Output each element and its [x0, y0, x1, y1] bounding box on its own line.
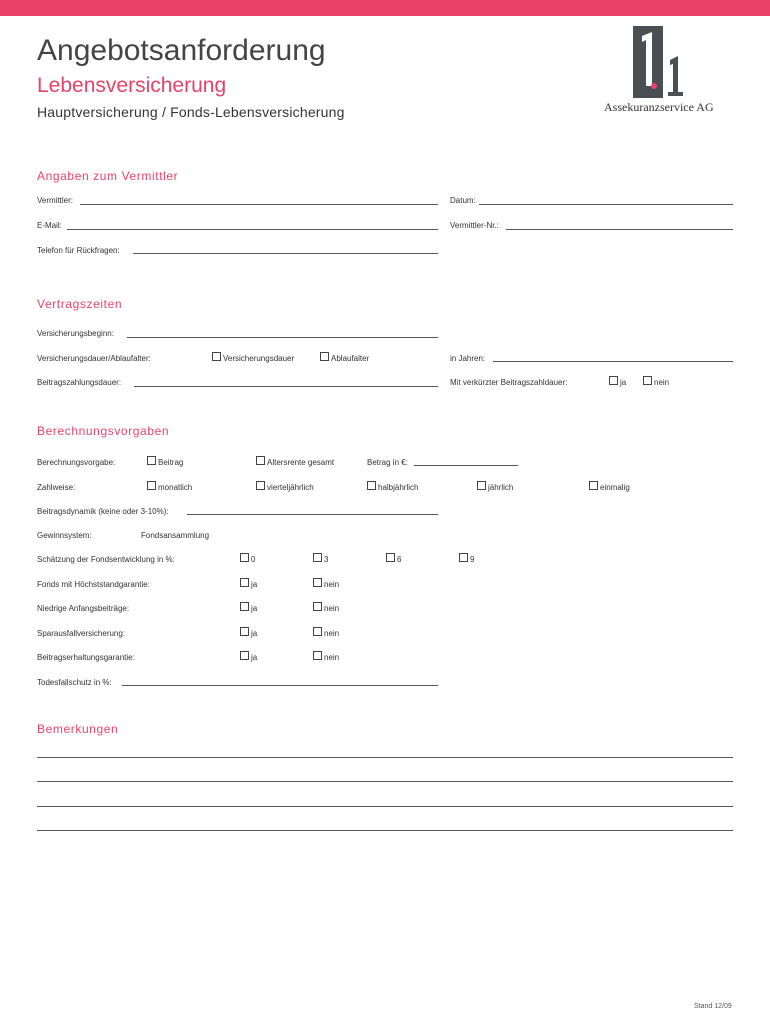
checkbox-erhaltung-ja[interactable] — [240, 651, 249, 660]
checkbox-beitrag[interactable] — [147, 456, 156, 465]
remarks-line-2[interactable] — [37, 781, 733, 782]
checkbox-jaehrlich[interactable] — [477, 481, 486, 490]
checkbox-label-monatlich: monatlich — [158, 483, 193, 492]
label-todesfallschutz: Todesfallschutz in %: — [37, 678, 112, 687]
section-title-bemerkungen: Bemerkungen — [37, 722, 119, 736]
checkbox-label-spar-ja: ja — [251, 629, 258, 638]
checkbox-label-altersrente: Altersrente gesamt — [267, 458, 335, 467]
page-title: Angebotsanforderung — [37, 34, 326, 67]
checkbox-vierteljaehrlich[interactable] — [256, 481, 265, 490]
checkbox-label-erhaltung-nein: nein — [324, 653, 340, 662]
checkbox-monatlich[interactable] — [147, 481, 156, 490]
section-title-vermittler: Angaben zum Vermittler — [37, 169, 179, 183]
section-title-berechnungsvorgaben: Berechnungsvorgaben — [37, 424, 170, 438]
label-beitragsdynamik: Beitragsdynamik (keine oder 3-10%): — [37, 507, 169, 516]
checkbox-label-ablaufalter: Ablaufalter — [331, 354, 370, 363]
checkbox-spar-nein[interactable] — [313, 627, 322, 636]
field-datum[interactable] — [479, 204, 733, 205]
field-versicherungsbeginn[interactable] — [127, 337, 438, 338]
checkbox-label-niedrig-nein: nein — [324, 604, 340, 613]
field-email[interactable] — [67, 229, 438, 230]
field-vermittler[interactable] — [80, 204, 438, 205]
field-in-jahren[interactable] — [493, 361, 733, 362]
value-gewinnsystem: Fondsansammlung — [141, 531, 210, 540]
label-zahlweise: Zahlweise: — [37, 483, 76, 492]
page-subtitle: Lebensversicherung — [37, 74, 227, 97]
checkbox-schaetzung-0[interactable] — [240, 553, 249, 562]
checkbox-label-hoechst-ja: ja — [251, 580, 258, 589]
remarks-line-1[interactable] — [37, 757, 733, 758]
checkbox-label-verkuerzt-nein: nein — [654, 378, 670, 387]
footer-stand: Stand 12/09 — [694, 1003, 732, 1010]
label-versicherungsbeginn: Versicherungsbeginn: — [37, 329, 114, 338]
checkbox-versicherungsdauer[interactable] — [212, 352, 221, 361]
checkbox-verkuerzt-ja[interactable] — [609, 376, 618, 385]
label-in-jahren: in Jahren: — [450, 354, 486, 363]
label-datum: Datum: — [450, 196, 476, 205]
checkbox-label-niedrig-ja: ja — [251, 604, 258, 613]
checkbox-hoechst-ja[interactable] — [240, 578, 249, 587]
checkbox-label-versicherungsdauer: Versicherungsdauer — [223, 354, 295, 363]
label-hoechststandgarantie: Fonds mit Höchststandgarantie: — [37, 580, 150, 589]
label-betrag: Betrag in €: — [367, 458, 408, 467]
checkbox-label-halbjaehrlich: halbjährlich — [378, 483, 419, 492]
remarks-line-3[interactable] — [37, 806, 733, 807]
company-name: Assekuranzservice AG — [604, 100, 714, 114]
checkbox-label-einmalig: einmalig — [600, 483, 630, 492]
checkbox-label-schaetzung-6: 6 — [397, 555, 402, 564]
checkbox-schaetzung-6[interactable] — [386, 553, 395, 562]
label-beitragserhaltungsgarantie: Beitragserhaltungsgarantie: — [37, 653, 135, 662]
company-logo — [630, 26, 690, 98]
checkbox-schaetzung-9[interactable] — [459, 553, 468, 562]
checkbox-label-schaetzung-9: 9 — [470, 555, 475, 564]
field-beitragsdynamik[interactable] — [187, 514, 438, 515]
label-beitragszahlungsdauer: Beitragszahlungsdauer: — [37, 378, 122, 387]
checkbox-hoechst-nein[interactable] — [313, 578, 322, 587]
label-schaetzung: Schätzung der Fondsentwicklung in %: — [37, 555, 175, 564]
checkbox-spar-ja[interactable] — [240, 627, 249, 636]
checkbox-label-beitrag: Beitrag — [158, 458, 184, 467]
checkbox-label-schaetzung-3: 3 — [324, 555, 329, 564]
label-vermittler: Vermittler: — [37, 196, 74, 205]
section-title-vertragszeiten: Vertragszeiten — [37, 297, 123, 311]
checkbox-niedrig-ja[interactable] — [240, 602, 249, 611]
checkbox-label-erhaltung-ja: ja — [251, 653, 258, 662]
checkbox-ablaufalter[interactable] — [320, 352, 329, 361]
checkbox-label-jaehrlich: jährlich — [488, 483, 514, 492]
checkbox-niedrig-nein[interactable] — [313, 602, 322, 611]
field-todesfallschutz[interactable] — [122, 685, 438, 686]
label-telefon: Telefon für Rückfragen: — [37, 246, 120, 255]
checkbox-schaetzung-3[interactable] — [313, 553, 322, 562]
checkbox-label-spar-nein: nein — [324, 629, 340, 638]
field-beitragszahlungsdauer[interactable] — [134, 386, 438, 387]
field-telefon[interactable] — [133, 253, 438, 254]
label-berechnungsvorgabe: Berechnungsvorgabe: — [37, 458, 116, 467]
field-vermittler-nr[interactable] — [506, 229, 733, 230]
checkbox-halbjaehrlich[interactable] — [367, 481, 376, 490]
checkbox-einmalig[interactable] — [589, 481, 598, 490]
checkbox-label-vierteljaehrlich: vierteljährlich — [267, 483, 314, 492]
checkbox-label-schaetzung-0: 0 — [251, 555, 256, 564]
label-gewinnsystem: Gewinnsystem: — [37, 531, 92, 540]
label-versicherungsdauer: Versicherungsdauer/Ablaufalter: — [37, 354, 151, 363]
remarks-line-4[interactable] — [37, 830, 733, 831]
checkbox-label-hoechst-nein: nein — [324, 580, 340, 589]
checkbox-label-verkuerzt-ja: ja — [620, 378, 627, 387]
label-verkuerzt: Mit verkürzter Beitragszahldauer: — [450, 378, 568, 387]
checkbox-verkuerzt-nein[interactable] — [643, 376, 652, 385]
checkbox-altersrente[interactable] — [256, 456, 265, 465]
checkbox-erhaltung-nein[interactable] — [313, 651, 322, 660]
field-betrag[interactable] — [414, 465, 518, 466]
top-accent-bar — [0, 0, 770, 16]
label-niedrige-anfangsbeitraege: Niedrige Anfangsbeiträge: — [37, 604, 130, 613]
label-email: E-Mail: — [37, 221, 62, 230]
label-sparausfallversicherung: Sparausfallversicherung: — [37, 629, 126, 638]
label-vermittler-nr: Vermittler-Nr.: — [450, 221, 499, 230]
page-subheading: Hauptversicherung / Fonds-Lebensversicherung — [37, 104, 345, 120]
